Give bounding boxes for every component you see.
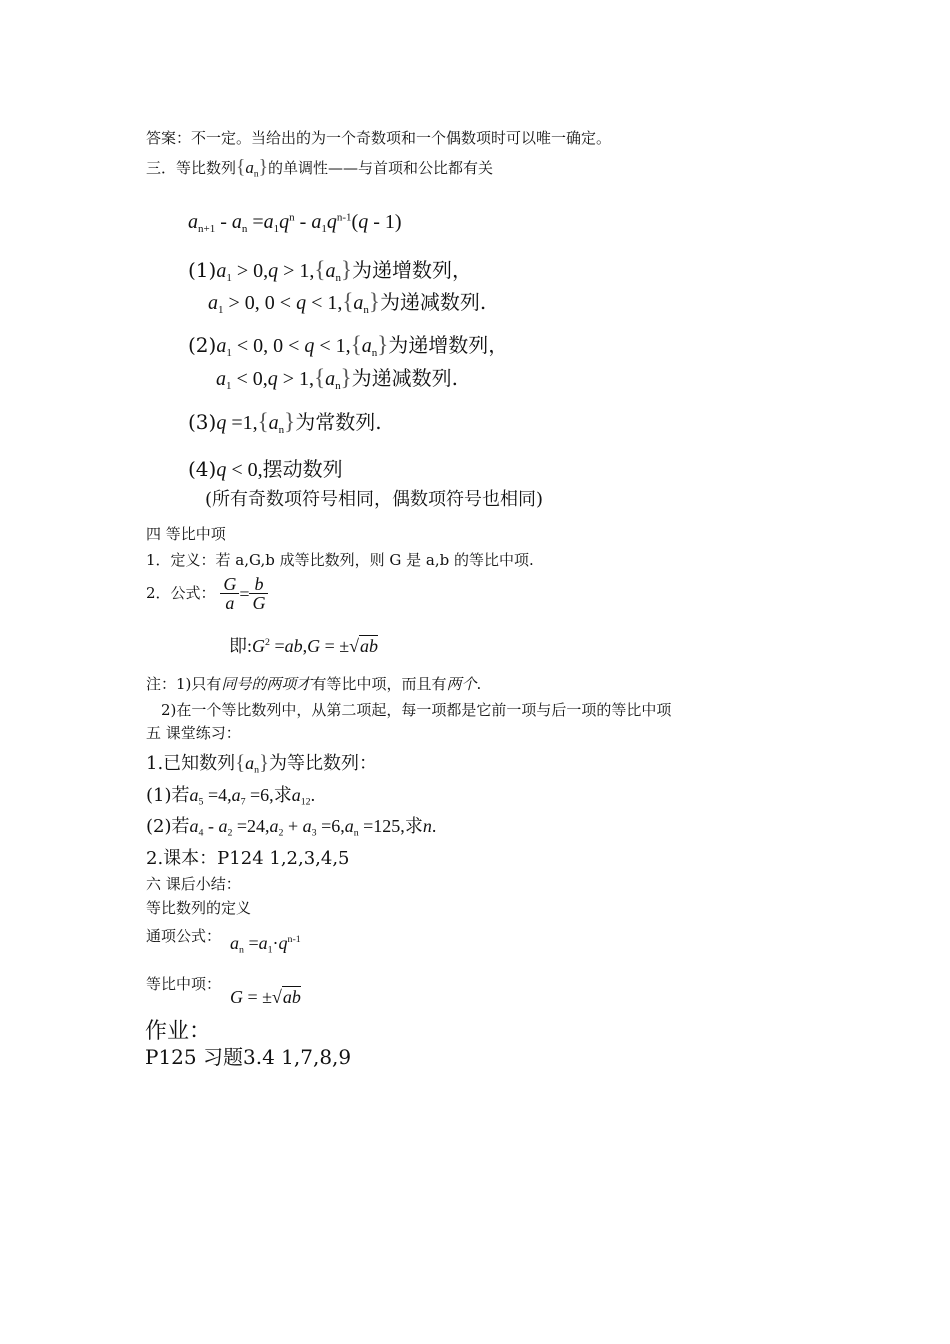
case-1-condition-b: $a_1 > 0$, $0 < q < 1,\{a_n\}$	[208, 289, 380, 316]
note1-f: .	[476, 675, 482, 693]
case-4-condition: q < 0,	[216, 459, 263, 481]
exercise-1-part-1	[146, 786, 315, 807]
exercise-2: 2.课本：P124 1,2,3,4,5	[146, 848, 350, 869]
general-term-label: 通项公式：	[146, 927, 222, 945]
part-2-ruo: 若	[171, 816, 190, 837]
case-2-line-2	[216, 366, 458, 392]
case-2-text-b: 为递减数列.	[351, 366, 459, 390]
case-3-condition: $q =1,\{a_n\}$	[216, 409, 296, 436]
section-6-title: 六 课后小结：	[146, 875, 241, 893]
part-1-given: $a_5 =4,a_7 =6$,	[189, 785, 274, 808]
case-1-line-2	[208, 290, 486, 316]
section-4-note-2: 2)在一个等比数列中，从第二项起，每一项都是它前一项与后一项的等比中项	[161, 701, 672, 719]
note1-a: 注：1)只有	[146, 675, 222, 693]
case-1-text-a: 为递增数列，	[352, 258, 472, 282]
note1-d: 有等比中项，而且有	[311, 675, 447, 693]
general-term-formula: $a_n =a_1\cdot q^{n-1}$	[230, 933, 301, 956]
exercise-1-prefix: 1.已知数列	[146, 753, 236, 774]
exercise-1-sequence: $\{a_n\}$	[235, 752, 269, 776]
case-4-label: (4)	[188, 457, 217, 481]
case-3-text: 为常数列.	[295, 410, 382, 434]
answer-line: 答案：不一定。当给出的为一个奇数项和一个偶数项时可以唯一确定。	[146, 129, 612, 147]
case-1-text-b: 为递减数列.	[379, 290, 487, 314]
section-5-title: 五 课堂练习：	[146, 724, 241, 742]
section-3-title-prefix: 三．等比数列	[146, 159, 237, 177]
exercise-1-part-2	[146, 817, 436, 838]
note1-cai: 才	[296, 675, 312, 693]
case-2-label: (2)	[188, 333, 217, 357]
case-3-line	[188, 410, 382, 436]
case-1-line-1	[188, 258, 472, 284]
case-3-label: (3)	[188, 410, 217, 434]
section-4-note-1	[146, 677, 481, 692]
section-3-title	[146, 158, 493, 180]
case-2-condition-b: $a_1 < 0,q > 1,\{a_n\}$	[216, 365, 352, 392]
case-2-condition-a: $a_1 < 0$, $0 < q < 1,\{a_n\}$	[216, 332, 389, 359]
note1-two: 两个	[446, 675, 477, 693]
part-1-label: (1)	[146, 785, 172, 806]
part-2-qiu: 求	[404, 816, 423, 837]
homework-line: P125 习题3.4 1,7,8,9	[145, 1045, 352, 1069]
part-1-ruo: 若	[171, 785, 190, 806]
geometric-mean-fraction-formula: $\frac{G}{a}$ = $\frac{b}{G}$	[220, 582, 268, 602]
section-3-title-suffix: 的单调性——与首项和公比都有关	[267, 159, 493, 177]
section-4-definition: 1．定义：若 a,G,b 成等比数列，则 G 是 a,b 的等比中项.	[146, 551, 534, 569]
g-squared-formula: $:G^2 =ab,G = \pm√ab$	[247, 636, 379, 656]
case-1-condition-a: $a_1 > 0,q > 1,\{a_n\}$	[216, 257, 352, 284]
part-2-target: n.	[422, 816, 437, 836]
exercise-1-suffix: 为等比数列：	[269, 753, 377, 774]
case-4-note: (所有奇数项符号相同，偶数项符号也相同)	[205, 489, 544, 510]
geometric-mean-summary-formula: G = ±√ab	[230, 987, 301, 1007]
part-2-given: $a_4 - a_2 =24,a_2 + a_3 =6,a_n =125$,	[189, 816, 405, 839]
section-4-title: 四 等比中项	[146, 525, 226, 543]
case-2-text-a: 为递增数列，	[388, 333, 509, 357]
case-4-text: 摆动数列	[262, 457, 343, 481]
case-4-line	[188, 459, 343, 480]
formula-label: 2．公式：	[146, 584, 216, 603]
geometric-mean-square-formula	[229, 637, 378, 656]
section-6-definition: 等比数列的定义	[146, 899, 252, 917]
sequence-an-formula: $\{a_n\}$	[236, 157, 268, 180]
case-1-label: (1)	[188, 258, 217, 282]
part-1-target: $a_{12}$.	[291, 785, 316, 808]
part-1-qiu: 求	[273, 785, 292, 806]
case-2-line-1	[188, 333, 508, 359]
note1-same-sign: 同号的两项	[221, 675, 297, 693]
exercise-1-intro	[146, 753, 377, 775]
section-4-formula-row	[146, 575, 268, 612]
geometric-mean-label: 等比中项：	[146, 975, 222, 993]
part-2-label: (2)	[146, 816, 172, 837]
homework-title: 作业：	[145, 1019, 212, 1044]
difference-formula: $a_{n+1} - a_n =a_1q^n - a_1q^{n-1}(q - 1)$	[188, 211, 402, 235]
ji-label: 即	[229, 636, 247, 657]
